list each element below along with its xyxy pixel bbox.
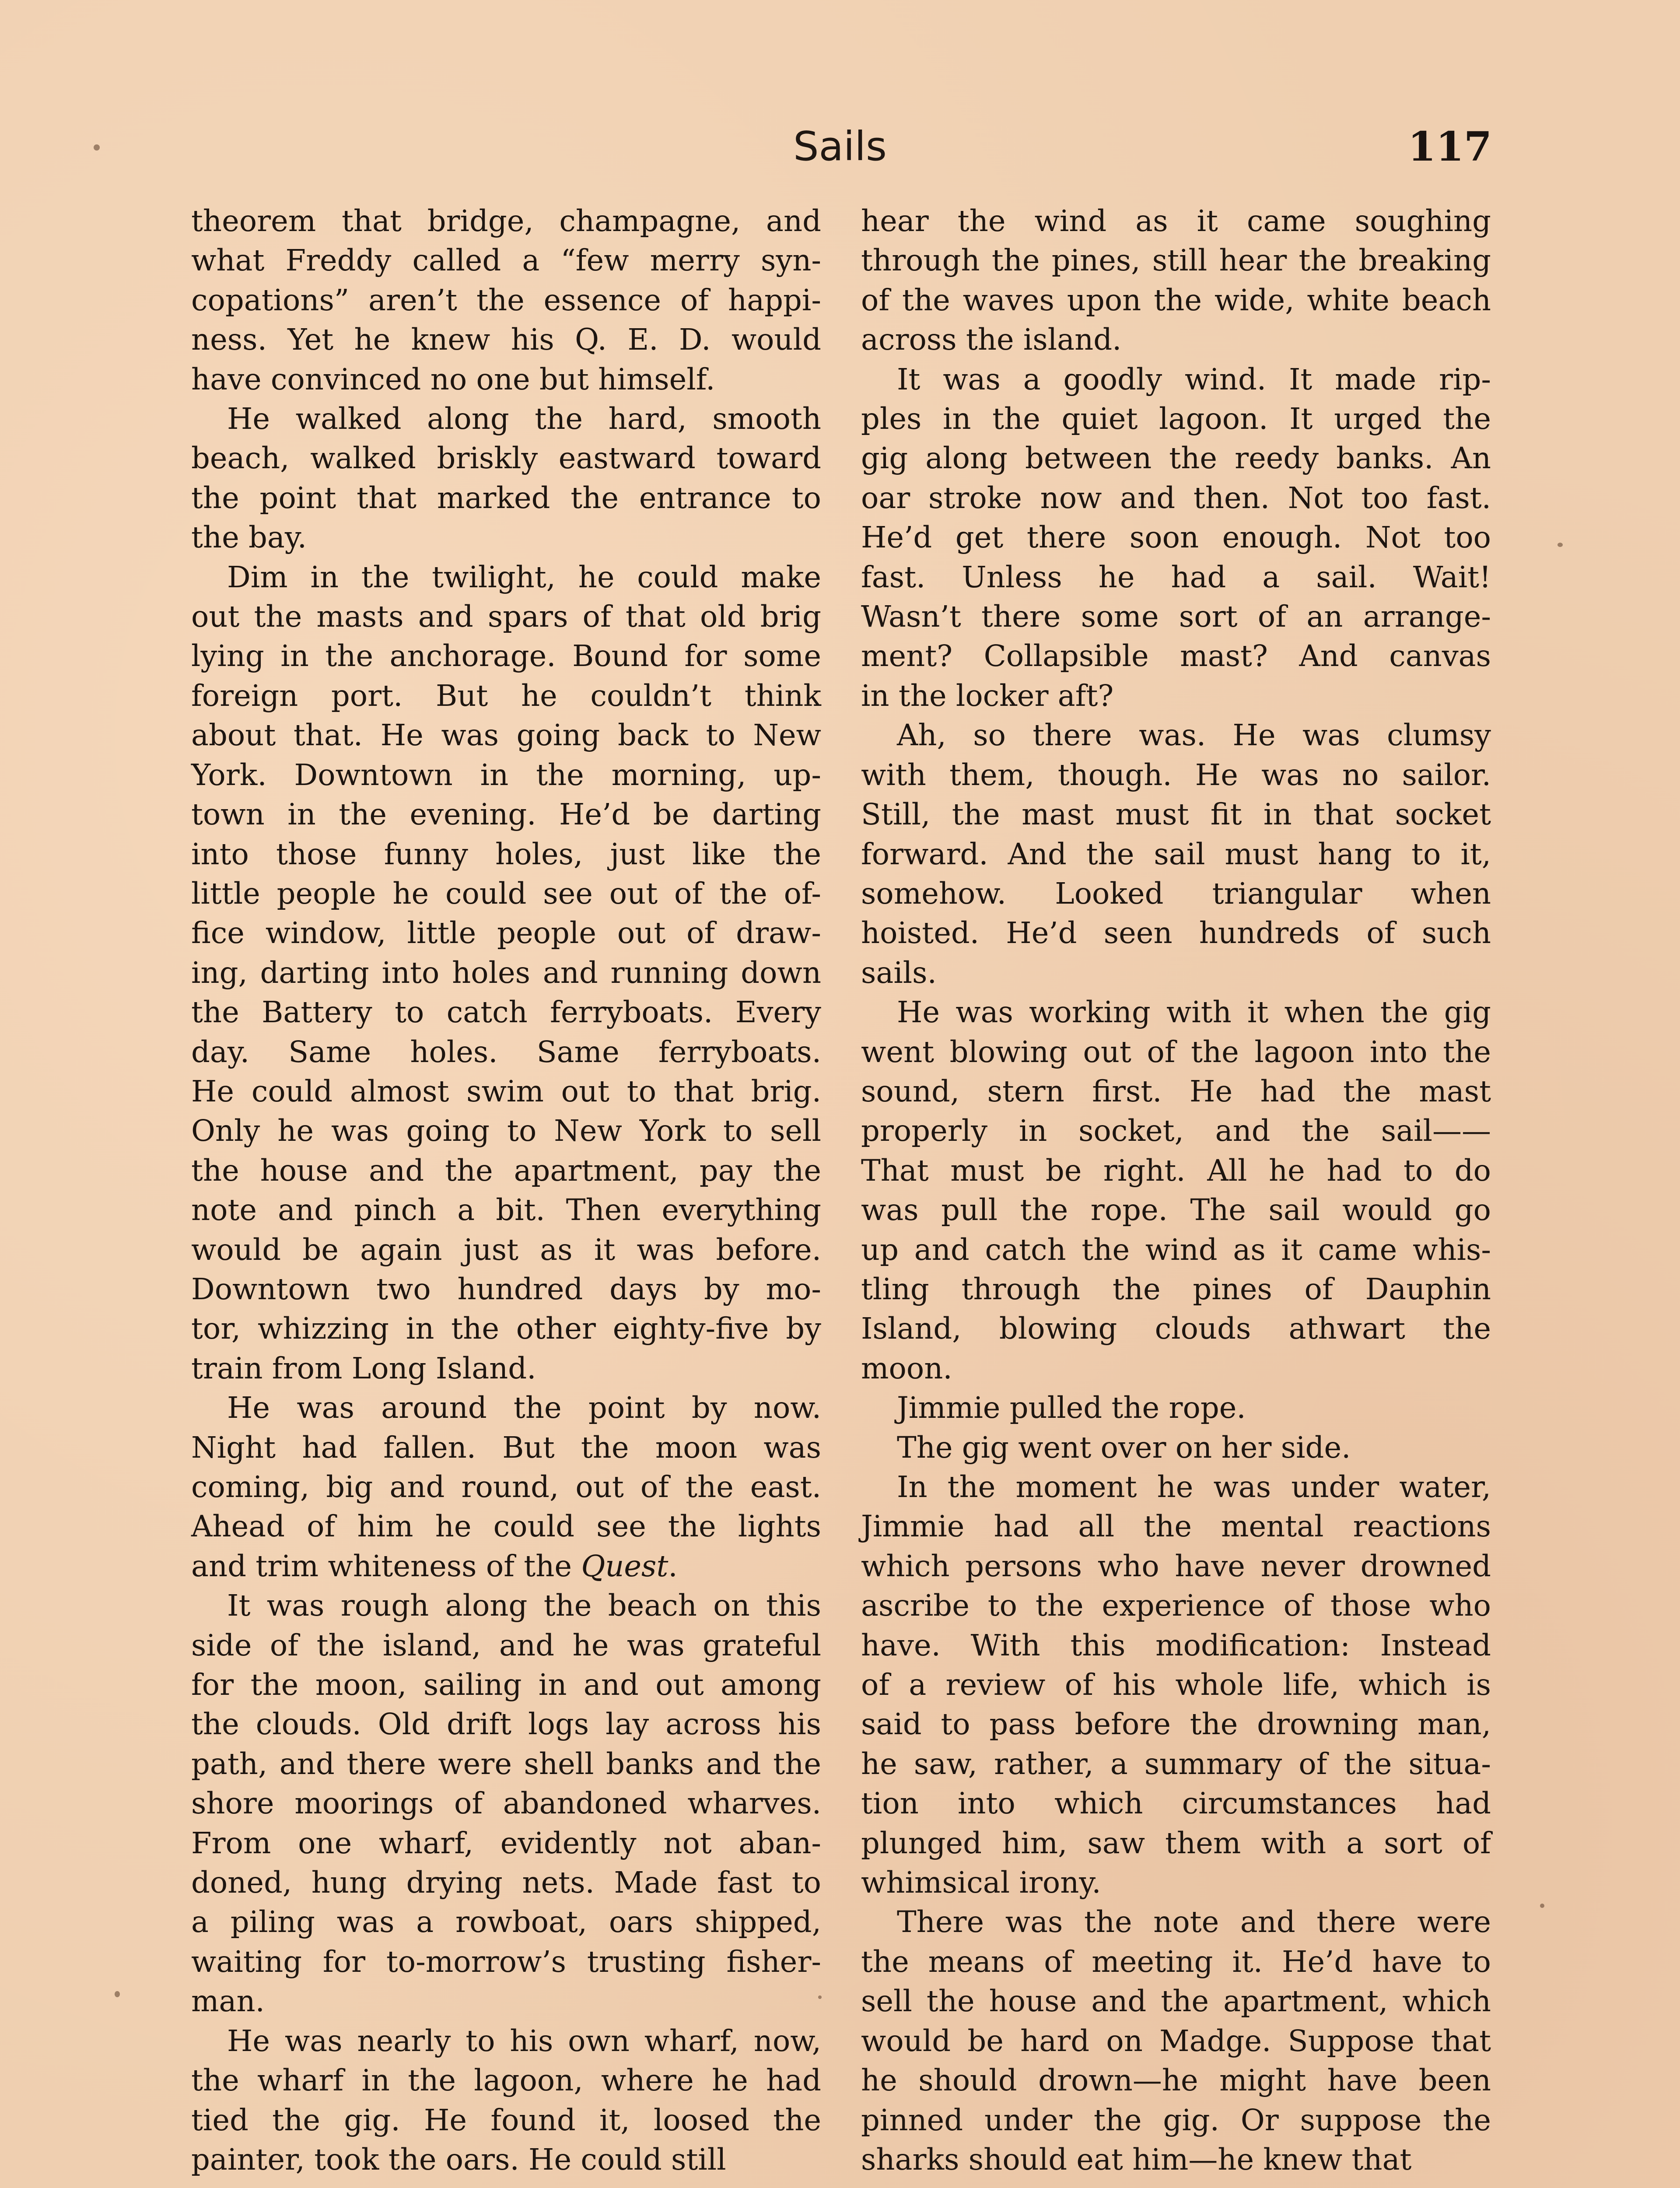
text-line: beach, walked briskly eastward toward (191, 441, 821, 476)
text-line: fice window, little people out of draw- (191, 916, 821, 950)
text-line: note and pinch a bit. Then everything (191, 1193, 821, 1227)
text-line: He was working with it when the gig (897, 995, 1491, 1030)
text-line: into those funny holes, just like the (191, 837, 821, 871)
text-line: hoisted. He’d seen hundreds of such (861, 916, 1491, 950)
text-line: would be hard on Madge. Suppose that (861, 2023, 1491, 2058)
text-line: out the masts and spars of that old brig (191, 600, 821, 634)
paper-speck (1558, 543, 1563, 547)
text-line: town in the evening. He’d be darting (191, 797, 821, 832)
text-line: forward. And the sail must hang to it, (861, 837, 1491, 871)
text-line: He’d get there soon enough. Not too (861, 520, 1491, 555)
text-line: of the waves upon the wide, white beach (861, 283, 1491, 317)
text-line: the Battery to catch ferryboats. Every (191, 995, 821, 1030)
paragraph (861, 1428, 1491, 1467)
text-line: ness. Yet he knew his Q. E. D. would (191, 323, 821, 357)
text-line: a piling was a rowboat, oars shipped, (191, 1905, 821, 1939)
paper-speck (1540, 1904, 1544, 1908)
text-line: sell the house and the apartment, which (861, 1984, 1491, 2019)
text-line: up and catch the wind as it came whis- (861, 1232, 1491, 1267)
text-line: plunged him, saw them with a sort of (861, 1826, 1491, 1860)
text-line: gig along between the reedy banks. An (861, 441, 1491, 476)
text-line: path, and there were shell banks and the (191, 1746, 821, 1781)
paragraph (861, 1902, 1491, 2179)
text-line: sharks should eat him—he knew that (861, 2142, 1412, 2177)
paragraph (861, 1467, 1491, 1902)
paragraph (191, 2021, 821, 2180)
paragraph (861, 1388, 1491, 1427)
paper-speck (818, 1995, 822, 1999)
text-line: foreign port. But he couldn’t think (191, 678, 821, 713)
text-line: He was nearly to his own wharf, now, (227, 2023, 821, 2058)
text-line: the means of meeting it. He’d have to (861, 1944, 1491, 1979)
text-line: of a review of his whole life, which is (861, 1668, 1491, 1702)
text-line: lying in the anchorage. Bound for some (191, 639, 821, 673)
text-line: with them, though. He was no sailor. (861, 757, 1491, 792)
text-line: and trim whiteness of the Quest. (191, 1549, 678, 1583)
text-line: oar stroke now and then. Not too fast. (861, 480, 1491, 515)
paragraph (191, 558, 821, 1389)
text-line: Jimmie had all the mental reactions (861, 1509, 1491, 1544)
text-line: whimsical irony. (861, 1865, 1101, 1900)
text-line: through the pines, still hear the breaking (861, 243, 1491, 278)
paragraph (191, 201, 821, 399)
paragraph (191, 399, 821, 558)
text-line: ing, darting into holes and running down (191, 955, 821, 990)
text-line: little people he could see out of the of- (191, 876, 821, 911)
text-line: painter, took the oars. He could still (191, 2142, 726, 2177)
paper-speck (115, 1991, 120, 1997)
text-line: moon. (861, 1351, 952, 1385)
text-line: Jimmie pulled the rope. (897, 1391, 1246, 1425)
text-line: Dim in the twilight, he could make (227, 560, 821, 594)
text-line: he saw, rather, a summary of the situa- (861, 1746, 1491, 1781)
text-line: It was rough along the beach on this (227, 1588, 821, 1623)
text-line: shore moorings of abandoned wharves. (191, 1786, 821, 1821)
text-line: coming, big and round, out of the east. (191, 1470, 821, 1504)
text-line: properly in socket, and the sail—— (861, 1114, 1491, 1148)
text-line: copations” aren’t the essence of happi- (191, 283, 821, 317)
text-line: the bay. (191, 520, 307, 555)
text-line: Island, blowing clouds athwart the (861, 1311, 1491, 1346)
text-line: He was around the point by now. (227, 1391, 821, 1425)
text-line: have. With this modification: Instead (861, 1628, 1491, 1662)
text-line: the point that marked the entrance to (191, 480, 821, 515)
text-line: would be again just as it was before. (191, 1232, 821, 1267)
text-line: tied the gig. He found it, loosed the (191, 2103, 821, 2137)
text-line: in the locker aft? (861, 678, 1114, 713)
text-line: across the island. (861, 323, 1122, 357)
paragraph (191, 1586, 821, 2021)
text-line: man. (191, 1984, 265, 2019)
text-line: Ahead of him he could see the lights (191, 1509, 821, 1544)
right-column (861, 201, 1491, 2179)
text-line: the house and the apartment, pay the (191, 1153, 821, 1188)
text-line: He walked along the hard, smooth (227, 402, 821, 436)
paper-speck (94, 144, 100, 151)
text-line: said to pass before the drowning man, (861, 1707, 1491, 1742)
text-line: From one wharf, evidently not aban- (191, 1826, 821, 1860)
text-line: That must be right. All he had to do (861, 1153, 1491, 1188)
text-line: sails. (861, 955, 937, 990)
text-line: sound, stern first. He had the mast (861, 1074, 1491, 1108)
text-line: what Freddy called a “few merry syn- (191, 243, 821, 278)
text-line: Ah, so there was. He was clumsy (897, 718, 1491, 753)
text-line: waiting for to-morrow’s trusting fisher- (191, 1944, 821, 1979)
text-line: somehow. Looked triangular when (861, 876, 1491, 911)
text-line: tling through the pines of Dauphin (861, 1272, 1491, 1306)
text-line: There was the note and there were (897, 1905, 1491, 1939)
text-line: for the moon, sailing in and out among (191, 1668, 821, 1702)
paragraph (861, 201, 1491, 360)
page-header (188, 118, 1492, 179)
text-line: doned, hung drying nets. Made fast to (191, 1865, 821, 1900)
text-line: Downtown two hundred days by mo- (191, 1272, 821, 1306)
text-line: hear the wind as it came soughing (861, 204, 1491, 238)
text-line: It was a goodly wind. It made rip- (897, 362, 1491, 396)
paragraph (191, 1388, 821, 1586)
text-line: Wasn’t there some sort of an arrange- (861, 600, 1491, 634)
running-title: Sails (793, 123, 887, 170)
text-line: train from Long Island. (191, 1351, 536, 1385)
text-line: about that. He was going back to New (191, 718, 821, 753)
text-line: side of the island, and he was grateful (191, 1628, 821, 1662)
text-line: tion into which circumstances had (861, 1786, 1491, 1821)
text-line: The gig went over on her side. (897, 1430, 1351, 1465)
text-line: ascribe to the experience of those who (861, 1588, 1491, 1623)
text-line: the clouds. Old drift logs lay across his (191, 1707, 821, 1742)
text-line: ment? Collapsible mast? And canvas (861, 639, 1491, 673)
text-line: ples in the quiet lagoon. It urged the (861, 402, 1491, 436)
page-number: 117 (1407, 123, 1492, 170)
ship-name: Quest (581, 1549, 668, 1583)
text-line: was pull the rope. The sail would go (861, 1193, 1491, 1227)
text-line: the wharf in the lagoon, where he had (191, 2063, 821, 2098)
text-line: went blowing out of the lagoon into the (861, 1034, 1491, 1069)
text-line: In the moment he was under water, (897, 1470, 1491, 1504)
paragraph (861, 360, 1491, 716)
text-line: York. Downtown in the morning, up- (191, 757, 821, 792)
text-line: theorem that bridge, champagne, and (191, 204, 821, 238)
text-line: have convinced no one but himself. (191, 362, 715, 396)
text-line: he should drown—he might have been (861, 2063, 1491, 2098)
text-line: He could almost swim out to that brig. (191, 1074, 821, 1108)
text-line: Night had fallen. But the moon was (191, 1430, 821, 1465)
text-line: Only he was going to New York to sell (191, 1114, 821, 1148)
text-line: Still, the mast must fit in that socket (861, 797, 1491, 832)
paragraph (861, 992, 1491, 1388)
paragraph (861, 715, 1491, 992)
text-line: tor, whizzing in the other eighty-five by (191, 1311, 821, 1346)
text-line: fast. Unless he had a sail. Wait! (861, 560, 1491, 594)
text-line: pinned under the gig. Or suppose the (861, 2103, 1491, 2137)
text-line: day. Same holes. Same ferryboats. (191, 1034, 821, 1069)
left-column (191, 201, 821, 2179)
text-line: which persons who have never drowned (861, 1549, 1491, 1583)
